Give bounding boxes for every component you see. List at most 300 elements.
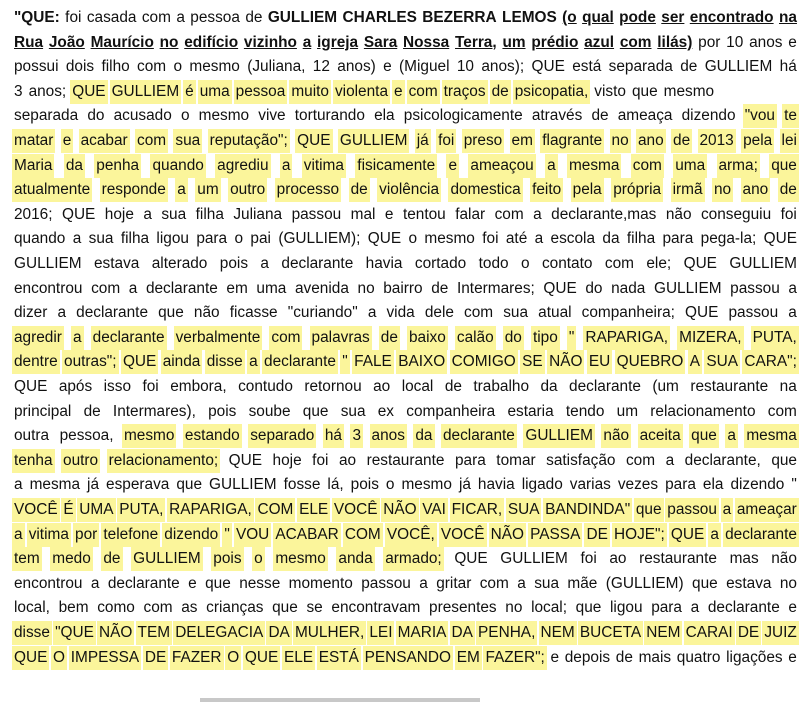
highlighted-word: a: [282, 154, 291, 178]
word: que: [302, 402, 329, 420]
word: foi: [65, 9, 82, 26]
word: pessoa: [190, 9, 240, 26]
highlighted-word: NÃO: [99, 621, 132, 645]
word: e: [383, 58, 392, 76]
word: no: [357, 279, 375, 297]
word: o: [234, 230, 244, 248]
word: no: [779, 574, 797, 592]
word: a: [260, 255, 269, 272]
highlighted-word: armado;: [385, 547, 441, 571]
word: pode: [619, 9, 656, 26]
word: de: [591, 107, 609, 125]
highlighted-word: declarante: [725, 523, 797, 547]
word: pois: [219, 255, 249, 272]
word: dizendo: [730, 476, 785, 494]
word: declarante: [281, 255, 354, 272]
word: um: [502, 33, 526, 51]
word: a: [690, 599, 700, 617]
text-line: [14, 498, 797, 522]
word: na: [779, 378, 797, 395]
word: restaurante: [690, 378, 769, 395]
highlighted-word: irmã: [673, 178, 703, 202]
word: a: [90, 574, 100, 592]
word: com: [494, 205, 524, 223]
highlighted-word: SUA: [508, 498, 540, 522]
highlighted-word: IMPESSA: [71, 646, 139, 670]
word: qual: [582, 9, 614, 26]
word: quando: [14, 230, 66, 248]
highlighted-word: SE: [522, 350, 543, 374]
highlighted-word: ACABAR: [275, 523, 338, 547]
highlighted-word: LEI: [369, 621, 392, 645]
text-line: [14, 572, 797, 596]
word: com: [91, 279, 121, 297]
highlighted-word: EM: [457, 646, 480, 670]
word: azul: [584, 33, 615, 51]
word: crianças: [206, 599, 264, 617]
highlighted-word: a: [710, 523, 719, 547]
highlighted-word: mesma: [569, 154, 619, 178]
word: que: [205, 574, 231, 592]
highlighted-word: acabar: [81, 129, 128, 153]
text-line: [14, 621, 797, 645]
highlighted-word: separado: [250, 424, 314, 448]
highlighted-word: a: [249, 350, 258, 374]
highlighted-word: palavras: [312, 326, 370, 350]
word: 10: [726, 33, 744, 51]
word: QUE: [454, 550, 488, 568]
highlighted-word: SUA: [706, 350, 738, 374]
highlighted-word: tipo: [533, 326, 558, 350]
highlighted-word: de: [673, 129, 690, 153]
word: pai: [250, 230, 271, 248]
word: a: [302, 33, 312, 51]
word: ao: [609, 550, 627, 568]
word: dois: [65, 58, 95, 76]
word: a: [57, 304, 67, 322]
word: tomar: [496, 451, 536, 469]
highlighted-word: a: [727, 424, 736, 448]
highlighted-word: VOCÊ: [334, 498, 378, 522]
word: (GULLIEM): [605, 574, 684, 592]
highlighted-word: RAPARIGA,: [585, 326, 668, 350]
highlighted-word: QUE: [297, 129, 330, 153]
highlighted-word: CARAI: [686, 621, 733, 645]
text-line: [14, 104, 797, 128]
word: a: [665, 451, 675, 469]
highlighted-word: MARIA: [398, 621, 447, 645]
word: a: [72, 230, 82, 248]
highlighted-word: o: [254, 547, 263, 571]
highlighted-word: MIZERA,: [679, 326, 741, 350]
word: ex: [377, 402, 395, 420]
highlighted-word: GULLIEM: [340, 129, 408, 153]
highlighted-word: "QUE: [55, 621, 94, 645]
word: encontrou: [14, 574, 83, 592]
word: para: [651, 599, 682, 617]
word: no: [505, 599, 523, 617]
word: bairro: [383, 279, 423, 297]
word: isso: [103, 378, 132, 395]
text-line: [14, 154, 797, 178]
word: após: [58, 378, 93, 395]
highlighted-word: disse: [207, 350, 243, 374]
word: companheira: [406, 402, 496, 420]
highlighted-word: NEM: [646, 621, 680, 645]
word: como: [97, 599, 135, 617]
highlighted-word: mesma: [746, 424, 796, 448]
word: pois: [208, 402, 237, 420]
word: com: [767, 402, 797, 420]
highlighted-word: GULLIEM: [112, 80, 180, 104]
word: mas: [729, 550, 759, 568]
word: Nossa: [403, 33, 450, 51]
word: torturando: [294, 107, 365, 125]
word: e: [188, 574, 197, 592]
highlighted-word: atualmente: [14, 178, 90, 202]
highlighted-word: VOCÊ,: [387, 523, 435, 547]
highlighted-word: e: [63, 129, 72, 153]
word: de: [615, 648, 633, 666]
highlighted-word: A: [690, 350, 700, 374]
highlighted-word: do: [505, 326, 522, 350]
highlighted-word: flagrante: [542, 129, 602, 153]
word: psicologicamente: [403, 107, 523, 125]
word: GULLIEM: [653, 279, 722, 297]
highlighted-word: FAZER";: [485, 646, 544, 670]
highlighted-word: que: [691, 424, 717, 448]
word: com: [137, 58, 167, 76]
highlighted-word: GULLIEM: [525, 424, 593, 448]
highlighted-word: com: [271, 326, 300, 350]
word: 10: [456, 58, 474, 76]
word: da: [602, 230, 620, 248]
highlighted-word: relacionamento;: [109, 449, 219, 473]
highlighted-word: fisicamente: [357, 154, 435, 178]
highlighted-word: FICAR,: [452, 498, 502, 522]
word: há: [779, 58, 797, 76]
word: vive: [258, 107, 286, 125]
word: as: [181, 599, 198, 617]
word: o: [173, 58, 183, 76]
highlighted-word: pela: [573, 178, 602, 202]
word: a: [419, 574, 428, 592]
word: não: [771, 550, 797, 568]
word: varias: [569, 476, 611, 494]
word: satisfação: [546, 451, 616, 469]
highlighted-word: da: [415, 424, 432, 448]
highlighted-word: É: [63, 498, 73, 522]
word: uma: [256, 279, 287, 297]
word: e: [788, 33, 797, 51]
highlighted-word: BANDINDA": [545, 498, 630, 522]
word: cortado: [414, 255, 467, 272]
highlighted-word: telefone: [103, 523, 158, 547]
highlighted-word: DELEGACIA: [175, 621, 263, 645]
word: (um: [652, 378, 679, 395]
word: sua: [340, 402, 366, 420]
word: já: [87, 476, 100, 494]
highlighted-word: HOJE";: [614, 523, 665, 547]
word: ligou: [156, 230, 189, 248]
word: e: [788, 599, 797, 617]
word: momento: [288, 574, 353, 592]
highlighted-word: processo: [277, 178, 339, 202]
word: através: [531, 107, 583, 125]
word: contudo: [238, 378, 293, 395]
word: encontravam: [331, 599, 421, 617]
highlighted-word: VOU: [236, 523, 269, 547]
word: mesmo: [401, 476, 452, 494]
word: igreja: [317, 33, 359, 51]
word: o: [408, 230, 418, 248]
highlighted-word: e: [394, 80, 403, 104]
word: atual: [538, 304, 572, 322]
highlighted-word: PENSANDO: [365, 646, 451, 670]
word: do: [87, 107, 105, 125]
highlighted-word: foi: [438, 129, 454, 153]
highlighted-word: declarante: [264, 350, 336, 374]
word: declarante,: [684, 451, 761, 469]
highlighted-word: QUE: [245, 646, 278, 670]
word: QUE: [683, 255, 717, 272]
word: GULLIEM: [267, 9, 338, 26]
word: 2016;: [14, 205, 53, 223]
word: com: [464, 304, 494, 322]
word: anos;: [28, 82, 67, 100]
word: dizendo: [681, 107, 736, 125]
word: declarante,mas: [551, 205, 657, 223]
word: o: [521, 255, 530, 272]
highlighted-word: NEM: [541, 621, 575, 645]
word: havia: [365, 255, 403, 272]
word: QUE: [14, 378, 48, 395]
word: de: [83, 402, 101, 420]
highlighted-word: EU: [589, 350, 610, 374]
word: bem: [58, 599, 89, 617]
word: possui: [14, 58, 59, 76]
highlighted-word: vitima: [304, 154, 344, 178]
highlighted-word: O: [53, 646, 65, 670]
text-line: [14, 375, 797, 399]
highlighted-word: verbalmente: [176, 326, 261, 350]
word: restaurante: [639, 550, 717, 568]
highlighted-word: "vou: [745, 104, 775, 128]
highlighted-word: COM: [345, 523, 381, 547]
word: esperava: [106, 476, 170, 494]
word: vida: [386, 304, 415, 322]
highlighted-word: ameaçou: [470, 154, 533, 178]
highlighted-word: BAIXO: [398, 350, 445, 374]
word: hoje: [272, 451, 302, 469]
word: a: [533, 205, 542, 223]
word: alterado: [151, 255, 208, 272]
word: e: [384, 205, 394, 223]
word: (Juliana,: [247, 58, 306, 76]
scrollbar[interactable]: [200, 698, 480, 702]
highlighted-word: traços: [444, 80, 486, 104]
word: encontrado: [689, 9, 774, 26]
text-line: [14, 277, 797, 301]
highlighted-word: pois: [213, 547, 241, 571]
highlighted-word: QUEBRO: [617, 350, 684, 374]
word: "QUE:: [14, 9, 60, 26]
word: foi: [780, 205, 797, 223]
word: de: [431, 279, 449, 297]
word: ser: [661, 9, 685, 26]
word: QUE: [367, 230, 402, 248]
word: declarante: [76, 304, 149, 322]
highlighted-word: e: [448, 154, 457, 178]
word: a: [14, 476, 23, 494]
word: pessoa,: [59, 427, 114, 445]
word: edifício: [184, 33, 239, 51]
word: com: [625, 451, 656, 469]
highlighted-word: MULHER,: [295, 621, 364, 645]
word: QUE: [763, 230, 797, 248]
text-line: [14, 350, 797, 374]
highlighted-word: outro: [63, 449, 98, 473]
word: a: [517, 574, 526, 592]
highlighted-word: DA: [452, 621, 473, 645]
highlighted-word: vitima: [29, 523, 69, 547]
highlighted-word: a: [547, 154, 556, 178]
text-line: [14, 449, 797, 473]
word: LEMOS: [502, 9, 557, 26]
highlighted-word: de: [780, 178, 797, 202]
highlighted-word: VOCÊ: [441, 523, 485, 547]
word: para: [196, 230, 228, 248]
highlighted-word: DE: [586, 523, 607, 547]
text-line: [14, 227, 797, 251]
word: filha: [195, 205, 224, 223]
highlighted-word: com: [633, 154, 662, 178]
word: declarante: [145, 279, 218, 297]
highlighted-word: GULLIEM: [133, 547, 201, 571]
highlighted-word: QUE: [72, 80, 105, 104]
highlighted-word: a: [73, 326, 82, 350]
word: que: [158, 304, 184, 322]
highlighted-word: PASSA: [530, 523, 580, 547]
word: estaria: [507, 402, 554, 420]
text-line: [14, 129, 797, 153]
highlighted-word: psicopatia,: [515, 80, 589, 104]
highlighted-word: anda: [338, 547, 372, 571]
highlighted-word: já: [417, 129, 429, 153]
word: a: [128, 279, 138, 297]
word: CHARLES: [342, 9, 417, 26]
highlighted-word: própria: [613, 178, 661, 202]
word: que: [176, 476, 203, 494]
word: Intermares;: [456, 279, 535, 297]
word: com: [604, 255, 634, 272]
word: que: [575, 599, 602, 617]
word: lá,: [327, 476, 344, 494]
word: ela: [702, 476, 724, 494]
word: para: [454, 451, 486, 469]
highlighted-word: a: [14, 523, 23, 547]
highlighted-word: não: [603, 424, 629, 448]
highlighted-word: muito: [291, 80, 329, 104]
word: foi: [580, 550, 597, 568]
highlighted-word: de: [351, 178, 368, 202]
word: mãe: [567, 574, 598, 592]
highlighted-word: DE: [738, 621, 759, 645]
highlighted-word: NÃO: [549, 350, 582, 374]
word: outra: [14, 427, 50, 445]
highlighted-word: CARA";: [744, 350, 797, 374]
word: separada: [608, 58, 673, 76]
word: restaurante: [366, 451, 445, 469]
highlighted-word: declarante: [93, 326, 165, 350]
highlighted-word: de: [103, 547, 120, 571]
highlighted-word: QUE: [123, 350, 156, 374]
highlighted-word: ELE: [284, 646, 313, 670]
text-line: [14, 473, 797, 497]
highlighted-word: ": [342, 350, 347, 374]
word: ligou: [610, 599, 643, 617]
word: sua: [88, 230, 114, 248]
word: passou: [361, 574, 411, 592]
word: na: [778, 9, 797, 26]
word: presentes: [429, 599, 497, 617]
word: gritar: [436, 574, 472, 592]
highlighted-word: mesmo: [275, 547, 325, 571]
highlighted-word: outro: [230, 178, 265, 202]
highlighted-word: dentre: [14, 350, 58, 374]
highlighted-word: feito: [532, 178, 561, 202]
word: com: [479, 574, 509, 592]
highlighted-word: arma;: [719, 154, 758, 178]
word: filha: [120, 230, 150, 248]
highlighted-word: ": [569, 326, 574, 350]
word: não: [193, 304, 220, 322]
highlighted-word: PUTA,: [119, 498, 163, 522]
highlighted-word: COM: [257, 498, 293, 522]
word: GULLIEM: [14, 255, 82, 272]
word: o: [180, 107, 190, 125]
word: separada: [14, 107, 79, 125]
highlighted-word: reputação";: [210, 129, 288, 153]
word: local;: [531, 599, 567, 617]
highlighted-word: FALE: [354, 350, 392, 374]
word: ": [791, 476, 797, 494]
word: relacionamento: [650, 402, 756, 420]
word: filho: [101, 58, 130, 76]
word: vizinho: [243, 33, 297, 51]
text-line: [14, 646, 797, 670]
text-line: [14, 596, 797, 620]
highlighted-word: FAZER: [172, 646, 222, 670]
word: acusado: [113, 107, 172, 125]
word: mesma: [29, 476, 81, 494]
highlighted-word: RAPARIGA,: [169, 498, 252, 522]
word: ao: [338, 451, 357, 469]
highlighted-word: violenta: [335, 80, 388, 104]
highlighted-word: responde: [102, 178, 166, 202]
text-line: [14, 547, 797, 571]
word: para: [662, 230, 694, 248]
word: ligações: [726, 648, 783, 666]
word: local,: [14, 599, 50, 617]
highlighted-word: no: [612, 129, 629, 153]
word: da: [540, 378, 558, 395]
highlighted-word: a: [723, 498, 732, 522]
word: filha: [626, 230, 656, 248]
word: QUE: [228, 451, 263, 469]
text-line: [14, 203, 797, 227]
highlighted-word: em: [512, 129, 533, 153]
